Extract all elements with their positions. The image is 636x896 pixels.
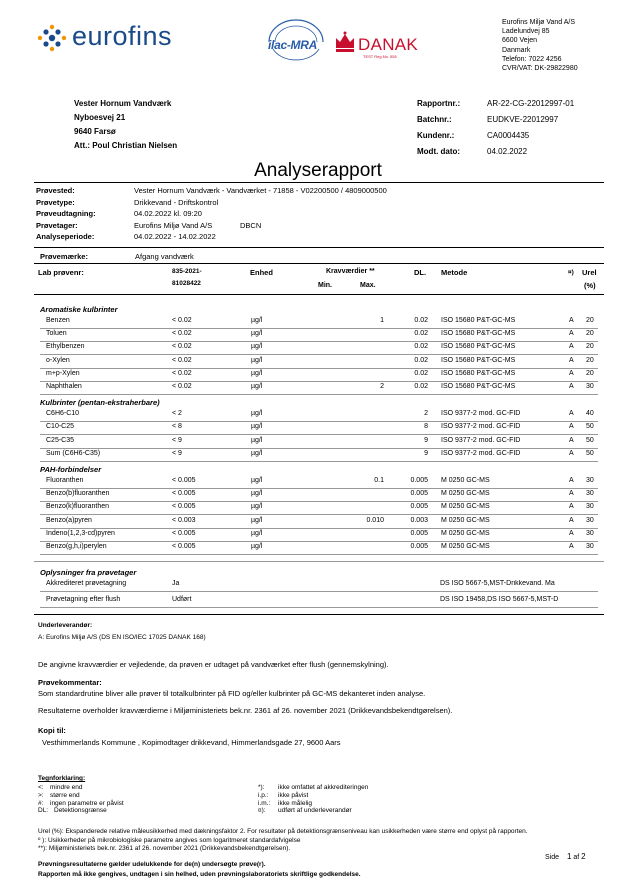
cell-acc: A [569, 449, 574, 457]
sampling-row-name: Prøvetagning efter flush [46, 596, 121, 603]
cell-method: M 0250 GC-MS [441, 503, 490, 511]
cell-method: M 0250 GC-MS [441, 529, 490, 537]
cell-max: 2 [380, 383, 384, 390]
sample-mark-label: Prøvemærke: [40, 252, 88, 261]
recipient-line: Vester Hornum Vandværk [74, 99, 172, 108]
meta-value: 04.02.2022 [487, 147, 528, 156]
legend-symbol: i.p.: [258, 791, 269, 799]
cell-acc: A [569, 477, 574, 484]
cell-acc: A [569, 369, 574, 377]
cell-method: ISO 15680 P&T-GC-MS [441, 343, 516, 351]
legend-note: º ): Usikkerheder på mikrobiologiske parametre angives som logaritmeret standardafvigelse [38, 836, 301, 844]
cell-name: C10-C25 [46, 423, 75, 431]
eurofins-logo [34, 20, 184, 61]
cell-method: ISO 9377-2 mod. GC-FID [441, 449, 521, 457]
comment-line: Resultaterne overholder kravværdierne i Miljøministeriets bek.nr. 2361 af 26. november 2021 (Drikkevandsbekendtgørelsen). [38, 706, 453, 715]
legend-notes [38, 828, 528, 854]
cell-result: < 0.02 [172, 343, 192, 351]
row-divider [40, 528, 598, 529]
cell-unit: µg/l [251, 423, 263, 431]
report-meta [417, 96, 574, 160]
danak-reg-text: TEST Reg.No. 555 [363, 54, 397, 59]
cell-method: ISO 15680 P&T-GC-MS [441, 369, 516, 377]
cell-name: m+p-Xylen [46, 369, 80, 377]
sampling-row-method: DS ISO 5667-5,MST-Drikkevand. Ma [440, 580, 555, 587]
copy-title: Kopi til: [38, 726, 66, 735]
col-min-header: Min. [318, 282, 332, 289]
legend-text: udført af underleverandør [278, 807, 352, 815]
company-line: CVR/VAT: DK-29822980 [502, 65, 578, 73]
cell-unit: µg/l [251, 317, 263, 324]
page-total: 2 [581, 852, 586, 861]
cell-method: M 0250 GC-MS [441, 477, 490, 484]
cell-urel: 40 [586, 410, 594, 418]
cell-dl: 0.005 [410, 529, 428, 537]
cell-unit: µg/l [251, 369, 263, 377]
col-acc-header: ¤) [568, 269, 574, 276]
cell-urel: 30 [586, 543, 594, 550]
cell-name: Benzo(a)pyren [46, 516, 92, 524]
danak-logo [333, 30, 419, 59]
cell-result: < 0.02 [172, 383, 192, 390]
cell-urel: 30 [586, 503, 594, 511]
row-divider [40, 554, 598, 555]
cell-unit: µg/l [251, 410, 263, 418]
lab-number-line: 81028422 [172, 280, 201, 287]
cell-result: < 9 [172, 436, 182, 444]
col-max-header: Max. [360, 282, 376, 289]
cell-method: ISO 15680 P&T-GC-MS [441, 383, 516, 390]
page-current: 1 [566, 852, 572, 861]
legend-bold [38, 860, 361, 880]
cell-unit: µg/l [251, 330, 263, 338]
table-header-divider [34, 294, 604, 295]
cell-result: < 9 [172, 449, 182, 457]
cell-acc: A [569, 423, 574, 431]
legend-symbol: >: [38, 791, 44, 799]
sample-mark-value: Afgang vandværk [135, 252, 194, 261]
cell-name: Toluen [46, 330, 67, 338]
legend-symbol: i.m.: [258, 799, 271, 807]
cell-urel: 30 [586, 477, 594, 484]
cell-dl: 0.02 [414, 343, 428, 351]
row-divider [40, 394, 598, 395]
legend-text: ikke påvist [278, 791, 309, 799]
company-address [502, 18, 578, 73]
sampling-row-divider [40, 607, 598, 608]
cell-urel: 20 [586, 330, 594, 338]
section-title: Aromatiske kulbrinter [40, 305, 118, 314]
sample-info [36, 185, 387, 243]
cell-method: M 0250 GC-MS [441, 543, 490, 550]
row-divider [40, 328, 598, 329]
meta-label: Modt. dato: [417, 147, 461, 156]
cell-name: Naphthalen [46, 383, 82, 390]
cell-dl: 0.005 [410, 490, 428, 498]
cell-dl: 0.005 [410, 477, 428, 484]
row-divider [40, 541, 598, 542]
cell-result: < 0.005 [172, 529, 196, 537]
legend-symbol: <: [38, 784, 44, 791]
company-line: Telefon: 7022 4256 [502, 55, 562, 63]
danak-text: DANAK [358, 35, 419, 54]
row-divider [40, 461, 598, 462]
row-divider [40, 381, 598, 382]
cell-acc: A [569, 383, 574, 390]
cell-unit: µg/l [251, 543, 263, 550]
cell-acc: A [569, 516, 574, 524]
legend-bold-line: Rapporten må ikke gengives, undtagen i sin helhed, uden prøvningslaboratoriets skriftlige godkendelse. [38, 871, 361, 878]
cell-acc: A [569, 356, 574, 364]
cell-name: Benzo(b)fluoranthen [46, 490, 110, 498]
sample-info-label: Prøvested: [36, 186, 75, 195]
sampling-row-value: Ja [172, 580, 180, 587]
ilac-mra-text: ilac-MRA [268, 38, 317, 52]
comment-line: Som standardrutine bliver alle prøver til totalkulbrinter på FID og/eller kulbrinter på GC-MS dekanteret inden analyse. [38, 689, 426, 698]
cell-method: ISO 15680 P&T-GC-MS [441, 356, 516, 364]
cell-acc: A [569, 317, 574, 324]
sample-info-value: Eurofins Miljø Vand A/S [134, 220, 213, 230]
legend-symbol: ¤): [258, 807, 266, 815]
sample-mark [40, 252, 194, 261]
info-divider [34, 247, 604, 248]
cell-urel: 30 [586, 490, 594, 498]
cell-urel: 50 [586, 436, 594, 444]
cell-dl: 0.02 [414, 383, 428, 390]
cell-acc: A [569, 529, 574, 537]
copy-text: Vesthimmerlands Kommune , Kopimodtager drikkevand, Himmerlandsgade 27, 9600 Aars [42, 738, 341, 747]
meta-label: Batchnr.: [417, 115, 452, 124]
cell-name: Sum (C6H6-C35) [46, 449, 101, 457]
legend-right [258, 784, 368, 815]
col-urel-unit-header: (%) [584, 281, 596, 290]
company-line: Ladelundvej 85 [502, 28, 550, 36]
cell-result: < 0.005 [172, 477, 196, 484]
col-method-header: Metode [441, 268, 468, 277]
company-line: Danmark [502, 46, 531, 54]
cell-unit: µg/l [251, 449, 263, 457]
meta-label: Kundenr.: [417, 131, 455, 140]
cell-unit: µg/l [251, 477, 263, 484]
cell-dl: 0.005 [410, 543, 428, 550]
cell-dl: 9 [424, 449, 428, 457]
cell-result: < 0.005 [172, 543, 196, 550]
company-line: Eurofins Miljø Vand A/S [502, 19, 576, 26]
legend-title: Tegnforklaring: [38, 775, 86, 782]
cell-name: Benzo(k)fluoranthen [46, 503, 110, 511]
cell-urel: 30 [586, 516, 594, 524]
cell-name: Indeno(1,2,3-cd)pyren [46, 529, 115, 537]
cell-result: < 0.02 [172, 356, 192, 364]
subcontractor-text: A: Eurofins Miljø A/S (DS EN ISO/IEC 17025 DANAK 168) [38, 634, 206, 641]
legend-text: Detektionsgrænse [54, 807, 107, 815]
cell-method: ISO 15680 P&T-GC-MS [441, 317, 516, 324]
cell-urel: 20 [586, 369, 594, 377]
cell-result: < 0.02 [172, 317, 192, 324]
cell-method: ISO 9377-2 mod. GC-FID [441, 423, 521, 431]
cell-name: o-Xylen [46, 356, 70, 364]
cell-dl: 2 [424, 410, 428, 418]
page-number [545, 852, 586, 861]
row-divider [40, 434, 598, 435]
row-divider [40, 341, 598, 342]
cell-name: Fluoranthen [46, 477, 84, 484]
row-divider [40, 514, 598, 515]
recipient-address [74, 97, 177, 153]
subcontractor-divider [34, 614, 604, 615]
col-urel-header: Urel [582, 268, 597, 277]
row-divider [40, 488, 598, 489]
cell-unit: µg/l [251, 383, 263, 390]
row-divider [40, 368, 598, 369]
legend-left [38, 784, 124, 815]
cell-unit: µg/l [251, 529, 263, 537]
sample-info-value: 04.02.2022 - 14.02.2022 [134, 232, 216, 241]
cell-method: ISO 9377-2 mod. GC-FID [441, 436, 521, 444]
cell-urel: 50 [586, 423, 594, 431]
legend-symbol: DL: [38, 807, 49, 815]
cell-unit: µg/l [251, 356, 263, 364]
cell-name: Benzo(g,h,i)perylen [46, 543, 107, 550]
row-divider [40, 448, 598, 449]
meta-label: Rapportnr.: [417, 99, 461, 108]
recipient-line: 9640 Farsø [74, 127, 116, 136]
cell-acc: A [569, 330, 574, 338]
sampling-info-title: Oplysninger fra prøvetager [40, 568, 137, 577]
sample-info-value: 04.02.2022 kl. 09:20 [134, 209, 202, 218]
cell-result: < 0.02 [172, 330, 192, 338]
recipient-line: Att.: Poul Christian Nielsen [74, 141, 178, 150]
mark-divider [34, 263, 604, 264]
legend-text: ikke målelig [278, 799, 312, 807]
cell-unit: µg/l [251, 516, 263, 524]
crown-icon [333, 30, 357, 54]
cell-result: < 8 [172, 423, 182, 431]
cell-acc: A [569, 343, 574, 351]
cell-acc: A [569, 503, 574, 511]
cell-name: Ethylbenzen [46, 343, 85, 351]
sample-info-label: Prøvetype: [36, 197, 75, 207]
page-title: Analyserapport [254, 160, 382, 181]
page-of: af [573, 854, 580, 861]
sample-info-label: Analyseperiode: [36, 232, 95, 241]
cell-max: 0.1 [374, 477, 384, 484]
cell-urel: 20 [586, 356, 594, 364]
legend-text: større end [50, 791, 80, 799]
cell-unit: µg/l [251, 503, 263, 511]
ilac-mra-seal [265, 18, 327, 75]
cell-acc: A [569, 436, 574, 444]
cell-urel: 30 [586, 529, 594, 537]
col-req-header: Kravværdier ** [326, 268, 375, 275]
cell-unit: µg/l [251, 343, 263, 351]
recipient-line: Nyboesvej 21 [74, 113, 126, 122]
sample-info-value: Vester Hornum Vandværk - Vandværket - 71858 - V02200500 / 4809000500 [134, 186, 387, 195]
cell-acc: A [569, 543, 574, 550]
cell-acc: A [569, 490, 574, 498]
cell-acc: A [569, 410, 574, 418]
cell-urel: 20 [586, 317, 594, 324]
row-divider [40, 354, 598, 355]
cell-dl: 0.02 [414, 356, 428, 364]
cell-dl: 9 [424, 436, 428, 444]
legend-text: mindre end [50, 784, 83, 791]
cell-result: < 0.02 [172, 369, 192, 377]
sample-info-extra: DBCN [240, 220, 262, 230]
cell-unit: µg/l [251, 490, 263, 498]
legend-note: Urel (%): Ekspanderede relative måleusikkerhed med dækningsfaktor 2. For resultater på detektionsgrænseniveau kan usikkerheden være større end oplyst på rapporten. [38, 828, 528, 835]
cell-method: M 0250 GC-MS [441, 516, 490, 524]
company-line: 6600 Vejen [502, 37, 538, 45]
cell-result: < 2 [172, 410, 182, 418]
cell-method: ISO 9377-2 mod. GC-FID [441, 410, 521, 418]
row-divider [40, 501, 598, 502]
col-lab-header: Lab prøvenr: [38, 268, 84, 277]
legend-bold-line: Prøvningsresultaterne gælder udelukkende for de(n) undersøgte prøve(r). [38, 861, 266, 868]
cell-dl: 0.003 [410, 516, 428, 524]
page-label: Side [545, 854, 560, 861]
cell-name: C25-C35 [46, 436, 75, 444]
subcontractor-title: Underleverandør: [38, 622, 93, 629]
section-title: PAH-forbindelser [40, 465, 102, 474]
cell-method: M 0250 GC-MS [441, 490, 490, 498]
cell-dl: 0.02 [414, 369, 428, 377]
sampling-row-divider [40, 591, 598, 592]
legend-text: ikke omfattet af akkrediteringen [278, 784, 369, 791]
row-divider [40, 421, 598, 422]
cell-urel: 50 [586, 449, 594, 457]
cell-dl: 0.02 [414, 330, 428, 338]
meta-value: AR-22-CG-22012997-01 [487, 99, 575, 108]
cell-unit: µg/l [251, 436, 263, 444]
legend-note: **): Miljøministeriets bek.nr. 2361 af 26. november 2021 (Drikkevandsbekendtgørelsen). [38, 845, 291, 852]
sampling-divider [34, 561, 604, 562]
sample-info-value: Drikkevand - Driftskontrol [134, 197, 219, 207]
sample-info-label: Prøvetager: [36, 220, 78, 230]
eurofins-logo-text: eurofins [72, 21, 173, 51]
legend-symbol: *): [258, 784, 265, 791]
cell-result: < 0.003 [172, 516, 196, 524]
sample-info-label: Prøveudtagning: [36, 209, 96, 218]
cell-name: C6H6-C10 [46, 410, 80, 418]
col-dl-header: DL. [414, 268, 427, 277]
cell-result: < 0.005 [172, 503, 196, 511]
cell-urel: 20 [586, 343, 594, 351]
meta-value: CA0004435 [487, 131, 530, 140]
cell-max: 1 [380, 317, 384, 324]
comment-title: Prøvekommentar: [38, 678, 102, 687]
cell-dl: 8 [424, 423, 428, 431]
requirement-note: De angivne kravværdier er vejledende, da prøven er udtaget på vandværket efter flush (gennemskylning). [38, 660, 389, 669]
cell-method: ISO 15680 P&T-GC-MS [441, 330, 516, 338]
sampling-row-method: DS ISO 19458,DS ISO 5667-5,MST-D [440, 596, 559, 603]
title-divider [34, 182, 604, 183]
lab-number-line: 835-2021- [172, 268, 202, 275]
sampling-row-value: Udført [172, 596, 192, 603]
col-unit-header: Enhed [250, 268, 273, 277]
cell-dl: 0.02 [414, 317, 428, 324]
cell-urel: 30 [586, 383, 594, 390]
meta-value: EUDKVE-22012997 [487, 115, 559, 124]
cell-dl: 0.005 [410, 503, 428, 511]
cell-max: 0.010 [366, 516, 384, 524]
section-title: Kulbrinter (pentan-ekstraherbare) [40, 398, 160, 408]
cell-result: < 0.005 [172, 490, 196, 498]
cell-name: Benzen [46, 317, 70, 324]
legend-symbol: #: [38, 799, 44, 807]
legend-text: ingen parametre er påvist [50, 799, 124, 807]
sampling-row-name: Akkrediteret prøvetagning [46, 580, 127, 587]
